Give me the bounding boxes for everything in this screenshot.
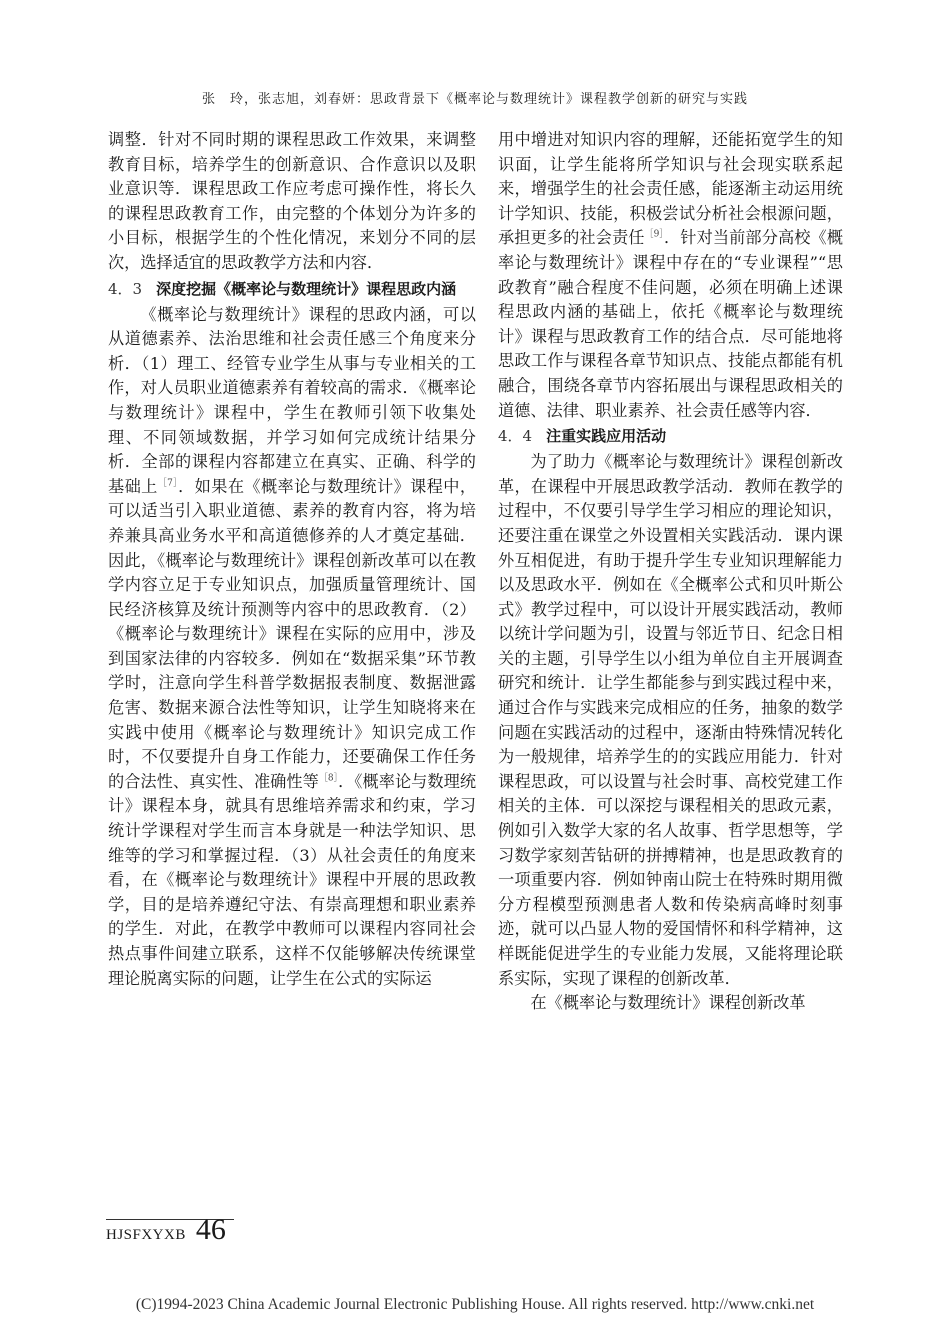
paragraph-ideological-connotation xyxy=(108,303,476,992)
paragraph-text: ．《概率论与数理统计》课程本身，就具有思维培养需求和约束，学习统计学课程对学生而言本身就是一种法学知识、思维等的学习和掌握过程．（3）从社会责任的角度来看，在《概率论与数理统计》课程中开展的思政教学，目的是培养遵纪守法、有崇高理想和职业素养的学生．对此，在教学中教师可以课程内容同社会热点事件间建立联系，这样不仅能够解决传统课堂理论脱离实际的问题，让学生在公式的实际运 xyxy=(108,771,477,988)
running-title: 张 玲，张志旭，刘春妍：思政背景下《概率论与数理统计》课程教学创新的研究与实践 xyxy=(201,92,748,107)
section-title: 深度挖掘《概率论与数理统计》课程思政内涵 xyxy=(156,279,457,298)
section-heading-4-4 xyxy=(498,425,843,448)
citation-ref: ［9］ xyxy=(644,229,665,240)
paragraph-final: 在《概率论与数理统计》课程创新改革 xyxy=(530,993,806,1013)
paragraph-text: ．针对当前部分高校《概率论与数理统计》课程中存在的“专业课程”“思政教育”融合程度不佳问题，必须在明确上述课程思政内涵的基础上，依托《概率论与数理统计》课程与思政教育工作的结合点．尽可能地将思政工作与课程各章节知识点、技能点都能有机融合，围绕各章节内容拓展出与课程思政相关的道德、法律、职业素养、社会责任感等内容． xyxy=(498,228,844,420)
right-column xyxy=(498,128,843,1016)
paragraph-continuation xyxy=(498,128,843,423)
section-heading-4-3 xyxy=(108,278,476,301)
paragraph-practice-activities: 为了助力《概率论与数理统计》课程创新改革，在课程中开展思政教学活动．教师在教学的过程中，不仅要引导学生学习相应的理论知识，还要注重在课堂之外设置相关实践活动．课内课外互相促进，有助于提升学生专业知识理解能力以及思政水平．例如在《全概率公式和贝叶斯公式》教学过程中，可以设计开展实践活动，教师以统计学问题为引，设置与邻近节日、纪念日相关的主题，引导学生以小组为单位自主开展调查研究和统计．让学生都能参与到实践过程中来，通过合作与实践来完成相应的任务，抽象的数学问题在实践活动的过程中，逐渐由特殊情况转化为一般规律，培养学生的的实践应用能力．针对课程思政，可以设置与社会时事、高校党建工作相关的主体．可以深挖与课程相关的思政元素，例如引入数学大家的名人故事、哲学思想等，学习数学家刻苦钻研的拼搏精神，也是思政教育的一项重要内容．例如钟南山院士在特殊时期用微分方程模型预测患者人数和传染病高峰时刻事迹，就可以凸显人物的爱国情怀和科学精神，这样既能促进学生的专业能力发展，又能将理论联系实际，实现了课程的创新改革． xyxy=(498,452,843,988)
section-number: 4．4 xyxy=(498,427,533,446)
section-title: 注重实践应用活动 xyxy=(546,427,667,446)
running-header xyxy=(0,88,950,107)
left-column xyxy=(108,128,476,991)
page-footer xyxy=(106,1213,226,1245)
citation-ref: ［7］ xyxy=(157,478,179,489)
journal-code: HJSFXYXB xyxy=(106,1227,186,1243)
paragraph-continuation: 调整．针对不同时期的课程思政工作效果，来调整教育目标，培养学生的创新意识、合作意识以及职业意识等．课程思政工作应考虑可操作性，将长久的课程思政教育工作，由完整的个体划分为许多的小目标，根据学生的个性化情况，来划分不同的层次，选择适宜的思政教学方法和内容． xyxy=(108,130,476,272)
citation-ref: ［8］ xyxy=(318,773,339,784)
section-number: 4．3 xyxy=(108,279,143,298)
paragraph-text: ．如果在《概率论与数理统计》课程中，可以适当引入职业道德、素养的教育内容，将为培养兼具高业务水平和高道德修养的人才奠定基础．因此，《概率论与数理统计》课程创新改革可以在教学内容立足于专业知识点，加强质量管理统计、国民经济核算及统计预测等内容中的思政教育．（2）《概率论与数理统计》课程在实际的应用中，涉及到国家法律的内容较多．例如在“数据采集”环节教学时，注意向学生科普学数据报表制度、数据泄露危害、数据来源合法性等知识，让学生知晓将来在实践中使用《概率论与数理统计》知识完成工作时，不仅要提升自身工作能力，还要确保工作任务的合法性、真实性、准确性等 xyxy=(108,476,477,791)
paragraph-text: 用中增进对知识内容的理解，还能拓宽学生的知识面，让学生能将所学知识与社会现实联系起来，增强学生的社会责任感，能逐渐主动运用统计学知识、技能，积极尝试分析社会根源问题，承担更多的社会责任 xyxy=(498,130,843,248)
paragraph-text: 《概率论与数理统计》课程的思政内涵，可以从道德素养、法治思维和社会责任感三个角度来分析．（1）理工、经管专业学生从事与专业相关的工作，对人员职业道德素养有着较高的需求．《概率论与数理统计》课程中，学生在教师引领下收集处理、不同领域数据，并学习如何完成统计结果分析．全部的课程内容都建立在真实、正确、科学的基础上 xyxy=(108,304,476,496)
page-number: 46 xyxy=(195,1213,226,1246)
copyright-notice: (C)1994-2023 China Academic Journal Electronic Publishing House. All rights reserved. http://www.cnki.net xyxy=(135,1296,815,1313)
